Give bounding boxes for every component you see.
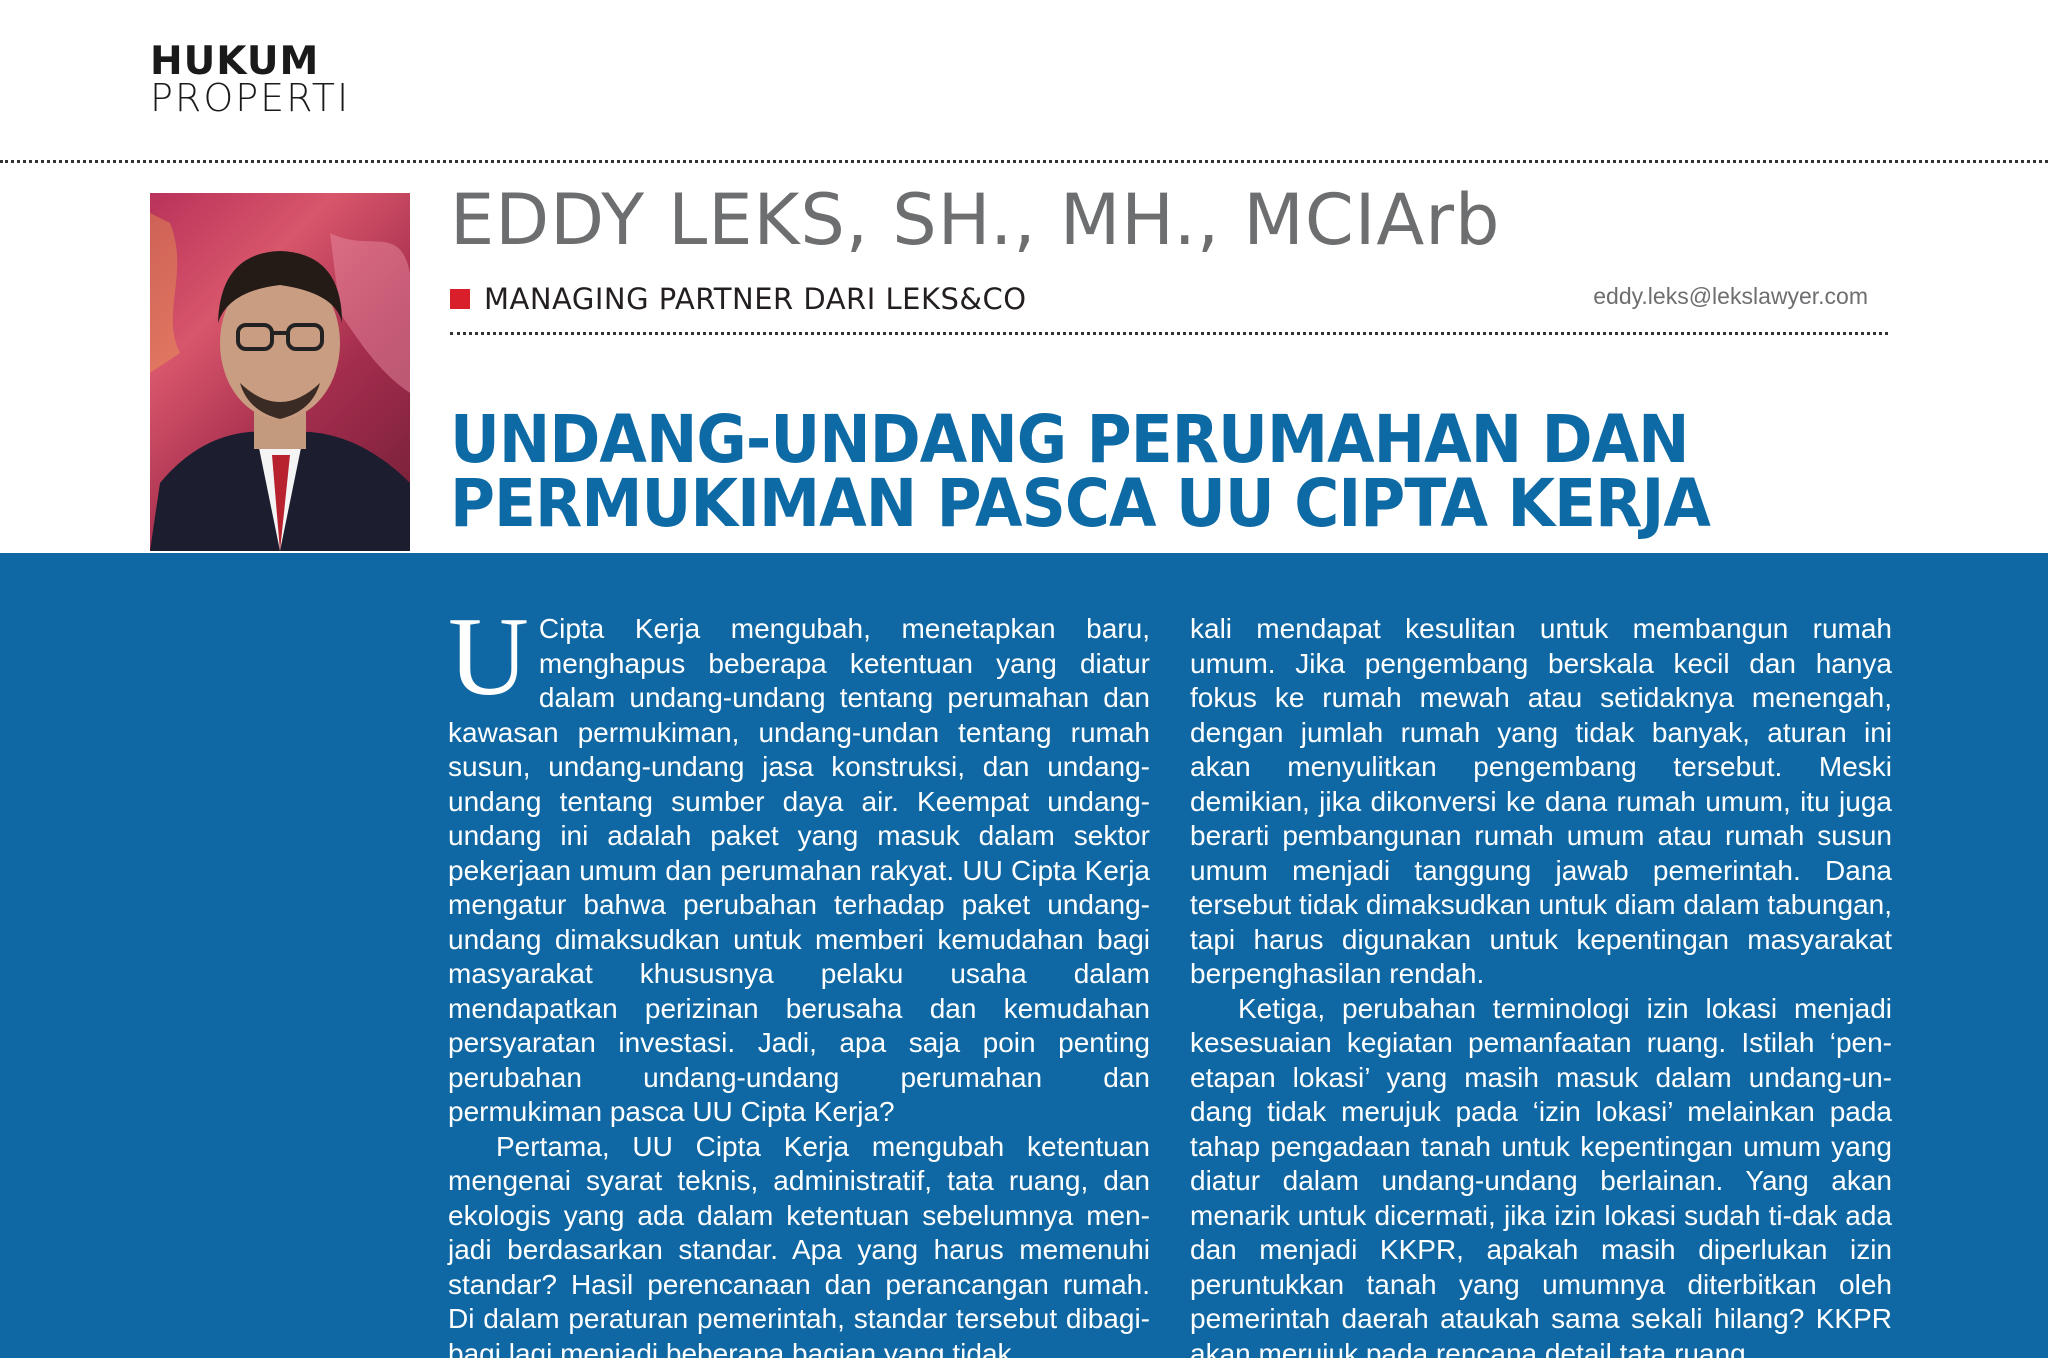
middle-dotted-divider [450,332,1888,335]
article-column-1 [448,612,1150,1371]
author-name: EDDY LEKS, SH., MH., MCIArb [450,185,1500,255]
section-label-line2: PROPERTI [150,79,350,117]
section-label-line1: HUKUM [150,42,350,81]
author-role-text: MANAGING PARTNER DARI LEKS&CO [484,282,1027,316]
article-column-2 [1190,612,1892,1371]
col1-paragraph-2: Pertama, UU Cipta Kerja mengubah ketentuan mengenai syarat teknis, administratif, tata ruang, dan ekologis yang ada dalam ketentuan sebelumnya men-jadi berdasarkan standar. Apa yang harus memenuhi standar? Hasil perencanaan dan perancangan rumah. Di dalam peraturan pemerintah, standar tersebut dibagi-bagi lagi menjadi beberapa bagian yang tidak [448,1130,1150,1371]
headline-line1: UNDANG-UNDANG PERUMAHAN DAN [450,408,1845,472]
author-portrait-illustration [150,193,410,551]
red-square-bullet-icon [450,289,470,309]
col2-paragraph-1: kali mendapat kesulitan untuk membangun rumah umum. Jika pengembang berskala kecil dan hanya fokus ke rumah mewah atau setidaknya menengah, dengan jumlah rumah yang tidak banyak, aturan ini akan menyulitkan pengembang tersebut. Meski demikian, jika dikonversi ke dana rumah umum, itu juga berarti pembangunan rumah umum atau rumah susun umum menjadi tanggung jawab pemerintah. Dana tersebut tidak dimaksudkan untuk diam dalam tabungan, tapi harus digunakan untuk kepentingan masyarakat berpenghasilan rendah. [1190,612,1892,992]
col2-paragraph-2: Ketiga, perubahan terminologi izin lokasi menjadi kesesuaian kegiatan pemanfaatan ruang. Istilah ‘pen-etapan lokasi’ yang masih masuk dalam undang-un-dang tidak merujuk pada ‘izin lokasi’ melainkan pada tahap pengadaan tanah untuk kepentingan umum yang diatur dalam undang-undang berlainan. Yang akan menarik untuk dicermati, jika izin lokasi sudah ti-dak ada dan menjadi KKPR, apakah masih diperlukan izin peruntukkan tanah yang umumnya diterbitkan oleh pemerintah daerah ataukah sama sekali hilang? KKPR akan merujuk pada rencana detail tata ruang [1190,992,1892,1371]
headline-line2: PERMUKIMAN PASCA UU CIPTA KERJA [450,472,1845,536]
article-headline [450,408,1845,536]
drop-cap: U [448,612,529,698]
col1-paragraph-1: Cipta Kerja mengubah, menetapkan baru, menghapus beberapa ketentuan yang diatur dalam undang-undang tentang perumahan dan kawasan permukiman, undang-undan tentang rumah susun, undang-undang jasa konstruksi, dan undang-undang tentang sumber daya air. Keempat undang-undang ini adalah paket yang masuk dalam sektor pekerjaan umum dan perumahan rakyat. UU Cipta Kerja mengatur bahwa perubahan terhadap paket undang-undang dimaksudkan untuk memberi kemudahan bagi masyarakat khususnya pelaku usaha dalam mendapatkan perizinan berusaha dan kemudahan persyaratan investasi. Jadi, apa saja poin penting perubahan undang-undang perumahan dan permukiman pasca UU Cipta Kerja? [448,612,1150,1130]
top-dotted-divider [0,160,2048,163]
author-email: eddy.leks@lekslawyer.com [1593,283,1868,310]
author-photo [150,193,410,551]
author-role [450,282,1027,316]
section-label [150,42,350,117]
